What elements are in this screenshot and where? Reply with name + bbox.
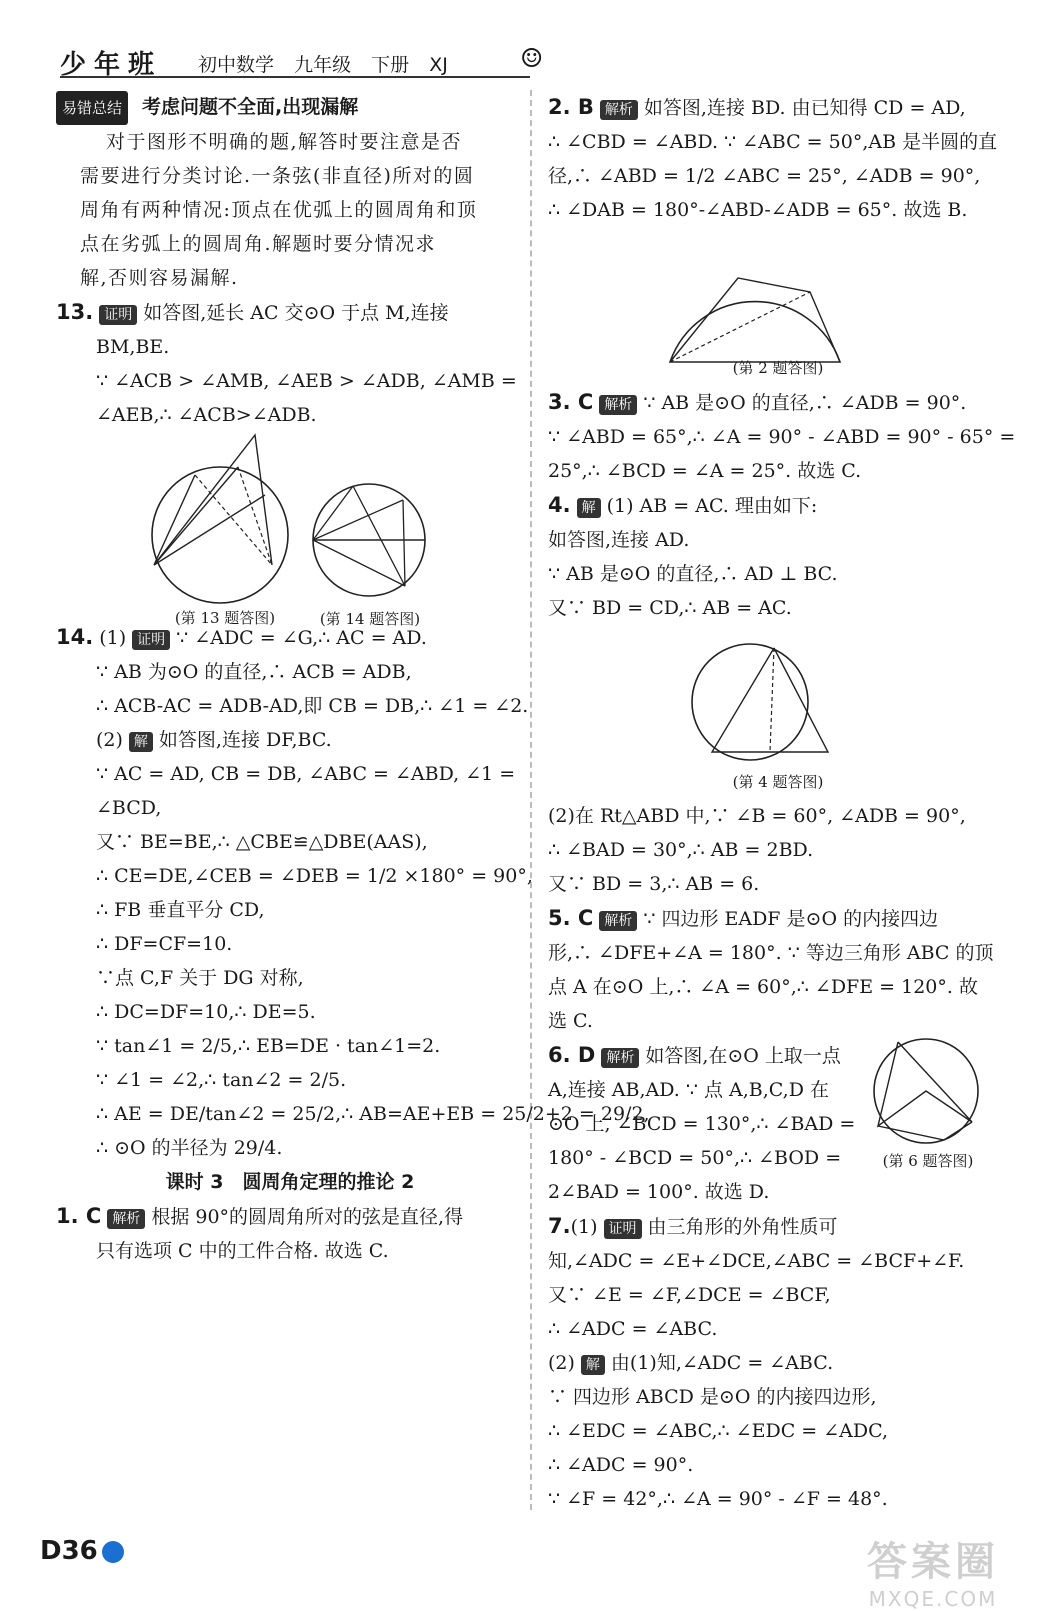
- header-volume: 下册: [371, 54, 410, 76]
- q14-line: ∴ ACB-AC = ADB-AD,即 CB = DB,∴ ∠1 = ∠2.: [96, 695, 529, 717]
- q5-line: 形,∴ ∠DFE+∠A = 180°. ∵ 等边三角形 ABC 的顶: [548, 942, 994, 964]
- header-meta: [198, 50, 448, 77]
- section-title: 课时 3 圆周角定理的推论 2: [165, 1171, 415, 1193]
- q13-line: ∵ ∠ACB > ∠AMB, ∠AEB > ∠ADB, ∠AMB =: [96, 370, 517, 392]
- q3-line: ∵ AB 是⊙O 的直径,∴ ∠ADB = 90°.: [643, 392, 967, 414]
- q14-line: ∴ DF=CF=10.: [96, 933, 233, 955]
- figure-2: [660, 262, 850, 372]
- header-subject: 初中数学: [198, 54, 275, 76]
- brand-title: 少年班: [60, 50, 163, 80]
- q5-tag: 解析: [599, 911, 637, 931]
- figure-6: [868, 1036, 988, 1171]
- q14-line: ∴ FB 垂直平分 CD,: [96, 899, 265, 921]
- q6-line: 如答图,在⊙O 上取一点: [645, 1045, 841, 1067]
- q3-tag: 解析: [599, 395, 637, 415]
- q13-line: ∠AEB,∴ ∠ACB>∠ADB.: [96, 404, 317, 426]
- tip-line: 解,否则容易漏解.: [80, 267, 239, 289]
- q2-line: ∴ ∠DAB = 180°-∠ABD-∠ADB = 65°. 故选 B.: [548, 199, 968, 221]
- q14-tag1: 证明: [132, 630, 170, 650]
- figure-4-diagram: [690, 640, 850, 770]
- watermark-bottom: MXQE.COM: [868, 1587, 998, 1611]
- q14-line: ∠BCD,: [96, 797, 162, 819]
- tip-body: [56, 125, 524, 295]
- q3-line: ∵ ∠ABD = 65°,∴ ∠A = 90° - ∠ABD = 90° - 65° =: [548, 426, 1016, 448]
- figure-2-diagram: [660, 262, 850, 372]
- q3-number: 3. C: [548, 390, 594, 414]
- q13-number: 13.: [56, 300, 94, 324]
- q5-line: ∵ 四边形 EADF 是⊙O 的内接四边: [643, 908, 939, 930]
- q7-tag1: 证明: [604, 1219, 642, 1239]
- q4-line: (1) AB = AC. 理由如下:: [606, 495, 818, 517]
- tip-line: 需要进行分类讨论.一条弦(非直径)所对的圆: [80, 165, 475, 187]
- q14-line: ∵点 C,F 关于 DG 对称,: [96, 967, 304, 989]
- q7-line: ∵ ∠F = 42°,∴ ∠A = 90° - ∠F = 48°.: [548, 1488, 888, 1510]
- q2-tag: 解析: [600, 100, 638, 120]
- q7-part2-label: (2): [548, 1352, 575, 1374]
- q3-line: 25°,∴ ∠BCD = ∠A = 25°. 故选 C.: [548, 460, 862, 482]
- header-edition: XJ: [429, 54, 448, 76]
- q7-line: 知,∠ADC = ∠E+∠DCE,∠ABC = ∠BCF+∠F.: [548, 1250, 965, 1272]
- q6-number: 6. D: [548, 1043, 596, 1067]
- q4-line: 又∵ BD = CD,∴ AB = AC.: [548, 597, 792, 619]
- figure-14: [305, 470, 435, 629]
- q14-line: ∴ CE=DE,∠CEB = ∠DEB = 1/2 ×180° = 90°,: [96, 865, 533, 887]
- q2-line: 如答图,连接 BD. 由已知得 CD = AD,: [643, 97, 966, 119]
- page-header: [60, 38, 560, 82]
- q4-tag: 解: [577, 498, 601, 518]
- q2-number: 2. B: [548, 95, 594, 119]
- q13-tag: 证明: [99, 305, 137, 325]
- q7-part1-label: (1): [570, 1216, 598, 1238]
- figure-14-caption: (第 14 题答图): [319, 610, 421, 628]
- figure-14-diagram: [305, 470, 435, 600]
- figure-13-diagram: [140, 425, 310, 605]
- q1-tag: 解析: [107, 1209, 145, 1229]
- q4-line: 又∵ BD = 3,∴ AB = 6.: [548, 873, 760, 895]
- q13-line: BM,BE.: [96, 336, 170, 358]
- q14-line: ∵ tan∠1 = 2/5,∴ EB=DE · tan∠1=2.: [96, 1035, 441, 1057]
- q13-line: 如答图,延长 AC 交⊙O 于点 M,连接: [143, 302, 449, 324]
- q4-number: 4.: [548, 493, 571, 517]
- q1-number: 1. C: [56, 1204, 102, 1228]
- q14-line: ∵ ∠1 = ∠2,∴ tan∠2 = 2/5.: [96, 1069, 347, 1091]
- header-rule: [60, 76, 530, 78]
- page-number-text: D36: [40, 1536, 98, 1566]
- q14-line: ∵ AB 为⊙O 的直径,∴ ACB = ADB,: [96, 661, 412, 683]
- figure-13: [140, 425, 310, 628]
- q14-line: ∵ ∠ADC = ∠G,∴ AC = AD.: [176, 627, 427, 649]
- tip-line: 点在劣弧上的圆周角.解题时要分情况求: [80, 233, 437, 255]
- figure-6-diagram: [868, 1036, 988, 1146]
- q5-line: 选 C.: [548, 1010, 593, 1032]
- figure-4: [690, 640, 850, 770]
- q1-line: 根据 90°的圆周角所对的弦是直径,得: [151, 1206, 464, 1228]
- header-grade: 九年级: [294, 54, 352, 76]
- q6-line: 2∠BAD = 100°. 故选 D.: [548, 1181, 770, 1203]
- q7-number: 7.: [548, 1214, 571, 1238]
- q14-number: 14.: [56, 625, 94, 649]
- mascot-icon: ☺: [520, 44, 544, 74]
- q7-tag2: 解: [581, 1355, 605, 1375]
- tip-tag: 易错总结: [56, 91, 128, 125]
- q7-line: 由三角形的外角性质可: [647, 1216, 838, 1238]
- q4-line: 如答图,连接 AD.: [548, 529, 690, 551]
- figure-13-caption: (第 13 题答图): [174, 609, 276, 627]
- q14-tag2: 解: [129, 732, 153, 752]
- q14-line: ∴ ⊙O 的半径为 29/4.: [96, 1137, 283, 1159]
- q14-line: ∴ AE = DE/tan∠2 = 25/2,∴ AB=AE+EB = 25/2+2 = 29/2,: [96, 1103, 650, 1125]
- q7-line: ∴ ∠ADC = 90°.: [548, 1454, 694, 1476]
- q7-line: ∵ 四边形 ABCD 是⊙O 的内接四边形,: [548, 1386, 877, 1408]
- q6-line: ⊙O 上, ∠BCD = 130°,∴ ∠BAD =: [548, 1113, 856, 1135]
- column-divider: [530, 90, 532, 1510]
- q4-line: (2)在 Rt△ABD 中,∵ ∠B = 60°, ∠ADB = 90°,: [548, 805, 966, 827]
- q7-line: ∴ ∠EDC = ∠ABC,∴ ∠EDC = ∠ADC,: [548, 1420, 889, 1442]
- q14-part2-label: (2): [96, 729, 123, 751]
- q7-line: 又∵ ∠E = ∠F,∠DCE = ∠BCF,: [548, 1284, 831, 1306]
- q4-line: ∴ ∠BAD = 30°,∴ AB = 2BD.: [548, 839, 814, 861]
- q6-tag: 解析: [601, 1048, 639, 1068]
- q1-line: 只有选项 C 中的工件合格. 故选 C.: [96, 1240, 389, 1262]
- q5-number: 5. C: [548, 906, 594, 930]
- q4-caption: (第 4 题答图): [732, 773, 824, 791]
- q6-line: 180° - ∠BCD = 50°,∴ ∠BOD =: [548, 1147, 842, 1169]
- q14-part1-label: (1): [99, 627, 127, 649]
- q2-line: 径,∴ ∠ABD = 1/2 ∠ABC = 25°, ∠ADB = 90°,: [548, 165, 981, 187]
- q4-line: ∵ AB 是⊙O 的直径,∴ AD ⊥ BC.: [548, 563, 838, 585]
- watermark-top: 答案圈: [867, 1539, 999, 1585]
- q7-line: 由(1)知,∠ADC = ∠ABC.: [610, 1352, 834, 1374]
- q14-line: 如答图,连接 DF,BC.: [158, 729, 332, 751]
- q6-line: A,连接 AB,AD. ∵ 点 A,B,C,D 在: [548, 1079, 829, 1101]
- tip-line: 周角有两种情况:顶点在优弧上的圆周角和顶: [80, 199, 478, 221]
- q14-line: 又∵ BE=BE,∴ △CBE≌△DBE(AAS),: [96, 831, 428, 853]
- q2-line: ∴ ∠CBD = ∠ABD. ∵ ∠ABC = 50°,AB 是半圆的直: [548, 131, 998, 153]
- q7-line: ∴ ∠ADC = ∠ABC.: [548, 1318, 718, 1340]
- tip-line: 对于图形不明确的题,解答时要注意是否: [106, 131, 463, 153]
- tip-title: 考虑问题不全面,出现漏解: [142, 96, 359, 118]
- figure-6-caption: (第 6 题答图): [882, 1152, 974, 1170]
- page-badge-icon: [102, 1541, 124, 1563]
- q2-caption: (第 2 题答图): [732, 359, 824, 377]
- watermark: [838, 1530, 1028, 1611]
- q14-line: ∵ AC = AD, CB = DB, ∠ABC = ∠ABD, ∠1 =: [96, 763, 516, 785]
- q5-line: 点 A 在⊙O 上,∴ ∠A = 60°,∴ ∠DFE = 120°. 故: [548, 976, 978, 998]
- q14-line: ∴ DC=DF=10,∴ DE=5.: [96, 1001, 316, 1023]
- page-number: [40, 1536, 124, 1566]
